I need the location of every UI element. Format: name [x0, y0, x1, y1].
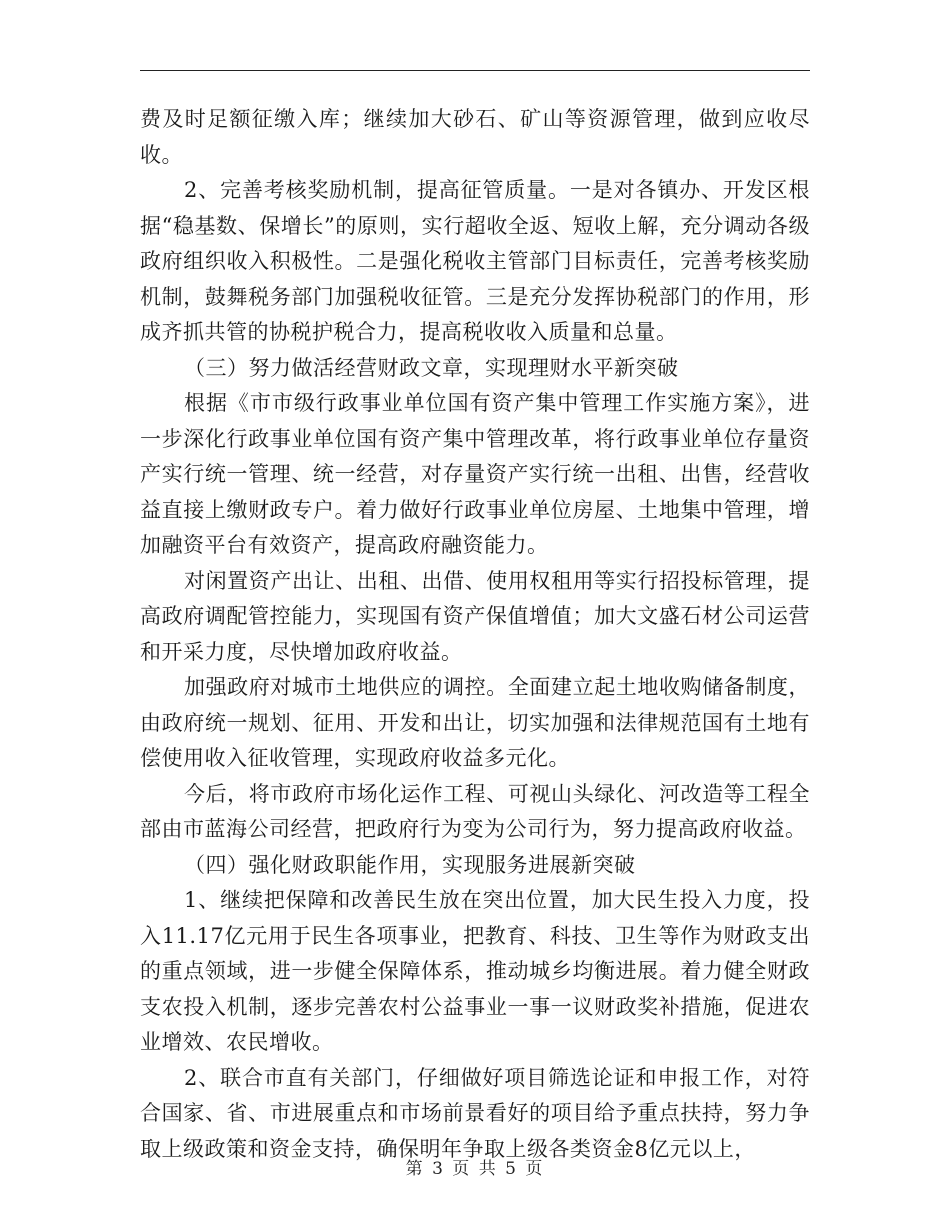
- section-heading: （三）努力做活经营财政文章，实现理财水平新突破: [184, 355, 679, 380]
- paragraph: 2、完善考核奖励机制，提高征管质量。一是对各镇办、开发区根据“稳基数、保增长”的原则，实行超收全返、短收上解，充分调动各级政府组织收入积极性。二是强化税收主管部门目标责任，完善考核奖励机制，鼓舞税务部门加强税收征管。三是充分发挥协税部门的作用，形成齐抓共管的协税护税合力，提高税收收入质量和总量。: [140, 178, 810, 344]
- paragraph: 对闲置资产出让、出租、出借、使用权租用等实行招投标管理，提高政府调配管控能力，实现国有资产保值增值；加大文盛石材公司运营和开采力度，尽快增加政府收益。: [140, 568, 810, 664]
- paragraph: 根据《市市级行政事业单位国有资产集中管理工作实施方案》，进一步深化行政事业单位国有资产集中管理改革，将行政事业单位存量资产实行统一管理、统一经营，对存量资产实行统一出租、出售，经营收益直接上缴财政专户。着力做好行政事业单位房屋、土地集中管理，增加融资平台有效资产，提高政府融资能力。: [140, 391, 810, 557]
- paragraph-continuation: 费及时足额征缴入库；继续加大砂石、矿山等资源管理，做到应收尽收。: [140, 107, 810, 167]
- paragraph: 1、继续把保障和改善民生放在突出位置，加大民生投入力度，投入11.17亿元用于民生各项事业，把教育、科技、卫生等作为财政支出的重点领域，进一步健全保障体系，推动城乡均衡进展。着力健全财政支农投入机制，逐步完善农村公益事业一事一议财政奖补措施，促进农业增效、农民增收。: [140, 888, 810, 1054]
- header-rule: [140, 70, 810, 71]
- paragraph: 加强政府对城市土地供应的调控。全面建立起土地收购储备制度，由政府统一规划、征用、开发和出让，切实加强和法律规范国有土地有偿使用收入征收管理，实现政府收益多元化。: [140, 675, 810, 770]
- page-number: 第 3 页 共 5 页: [405, 1159, 545, 1179]
- section-heading: （四）强化财政职能作用，实现服务进展新突破: [184, 852, 636, 877]
- document-body: [140, 102, 810, 1167]
- paragraph: 今后，将市政府市场化运作工程、可视山头绿化、河改造等工程全部由市蓝海公司经营，把政府行为变为公司行为，努力提高政府收益。: [140, 781, 810, 841]
- paragraph: 2、联合市直有关部门，仔细做好项目筛选论证和申报工作，对符合国家、省、市进展重点和市场前景看好的项目给予重点扶持，努力争取上级政策和资金支持，确保明年争取上级各类资金8亿元以上，: [140, 1065, 810, 1161]
